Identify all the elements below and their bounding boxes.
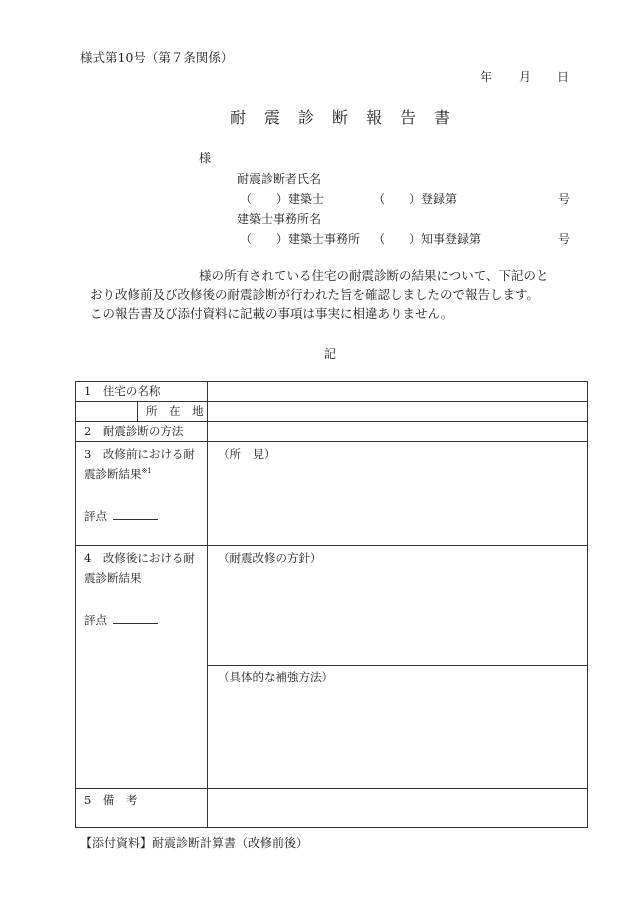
- pre-retrofit-label-b: 震診断結果: [84, 466, 142, 481]
- attachment-note: 【添付資料】耐震診断計算書（改修前後）: [80, 836, 309, 850]
- findings-label: （所 見）: [218, 447, 276, 461]
- retrofit-policy-label: （耐震改修の方針）: [218, 551, 322, 565]
- addressee-suffix: 様: [199, 151, 212, 165]
- retrofit-policy-field[interactable]: [208, 546, 588, 666]
- registration-number-suffix: 号: [558, 192, 571, 206]
- location-field[interactable]: [208, 402, 588, 422]
- method-label-cell: [76, 422, 208, 442]
- post-retrofit-score-wrap: [84, 614, 158, 627]
- body-text-line-1: 様の所有されている住宅の耐震診断の結果について、下記のと: [199, 268, 549, 283]
- post-retrofit-label-cell: [76, 546, 208, 789]
- location-spacer: [76, 402, 138, 422]
- pre-retrofit-label-a: 3 改修前における耐: [84, 447, 195, 461]
- form-number: 様式第10号（第７条関係）: [80, 50, 234, 65]
- page-title: 耐 震 診 断 報 告 書: [230, 108, 452, 127]
- post-retrofit-label-a: 4 改修後における耐: [84, 551, 195, 565]
- report-table: [75, 381, 588, 828]
- remarks-field[interactable]: [208, 789, 588, 828]
- reinforcement-method-field[interactable]: [208, 666, 588, 789]
- date-month: 月: [519, 70, 532, 84]
- body-text-line-3: この報告書及び添付資料に記載の事項は事実に相違ありません。: [90, 306, 454, 321]
- date-year: 年: [480, 70, 493, 84]
- ki-heading: 記: [324, 347, 337, 361]
- diagnoser-name-label: 耐震診断者氏名: [237, 172, 322, 186]
- pre-retrofit-score-field[interactable]: [113, 510, 158, 520]
- post-retrofit-label-b: 震診断結果: [84, 571, 142, 585]
- registration-number-label: （ ）登録第: [373, 192, 458, 206]
- pre-retrofit-score-label: 評点: [84, 509, 107, 523]
- office-name-label: 建築士事務所名: [237, 212, 322, 226]
- note-mark: ※1: [141, 467, 152, 475]
- remarks-label-cell: [76, 789, 208, 828]
- house-name-field[interactable]: [208, 382, 588, 402]
- location-label: 所 在 地: [146, 404, 204, 418]
- architect-class: （ ）建築士: [240, 192, 325, 206]
- method-field[interactable]: [208, 422, 588, 442]
- method-label: 2 耐震診断の方法: [84, 424, 184, 438]
- house-name-label: 1 住宅の名称: [84, 384, 161, 398]
- post-retrofit-score-label: 評点: [84, 613, 107, 627]
- reinforcement-method-label: （具体的な補強方法）: [218, 670, 333, 684]
- body-text-line-2: おり改修前及び改修後の耐震診断が行われた旨を確認しましたので報告します。: [90, 287, 540, 302]
- date-day: 日: [557, 70, 570, 84]
- pre-retrofit-label-cell: [76, 442, 208, 546]
- findings-field[interactable]: [208, 442, 588, 546]
- location-label-cell: [138, 402, 208, 422]
- row-house-name-label: [76, 382, 208, 402]
- governor-registration-label: （ ）知事登録第: [373, 232, 482, 246]
- office-class: （ ）建築士事務所: [240, 232, 361, 246]
- governor-registration-suffix: 号: [558, 232, 571, 246]
- remarks-label: 5 備 考: [84, 793, 138, 807]
- pre-retrofit-score-wrap: [84, 510, 158, 523]
- post-retrofit-score-field[interactable]: [113, 614, 158, 624]
- pre-retrofit-label-b-wrap: [84, 468, 152, 480]
